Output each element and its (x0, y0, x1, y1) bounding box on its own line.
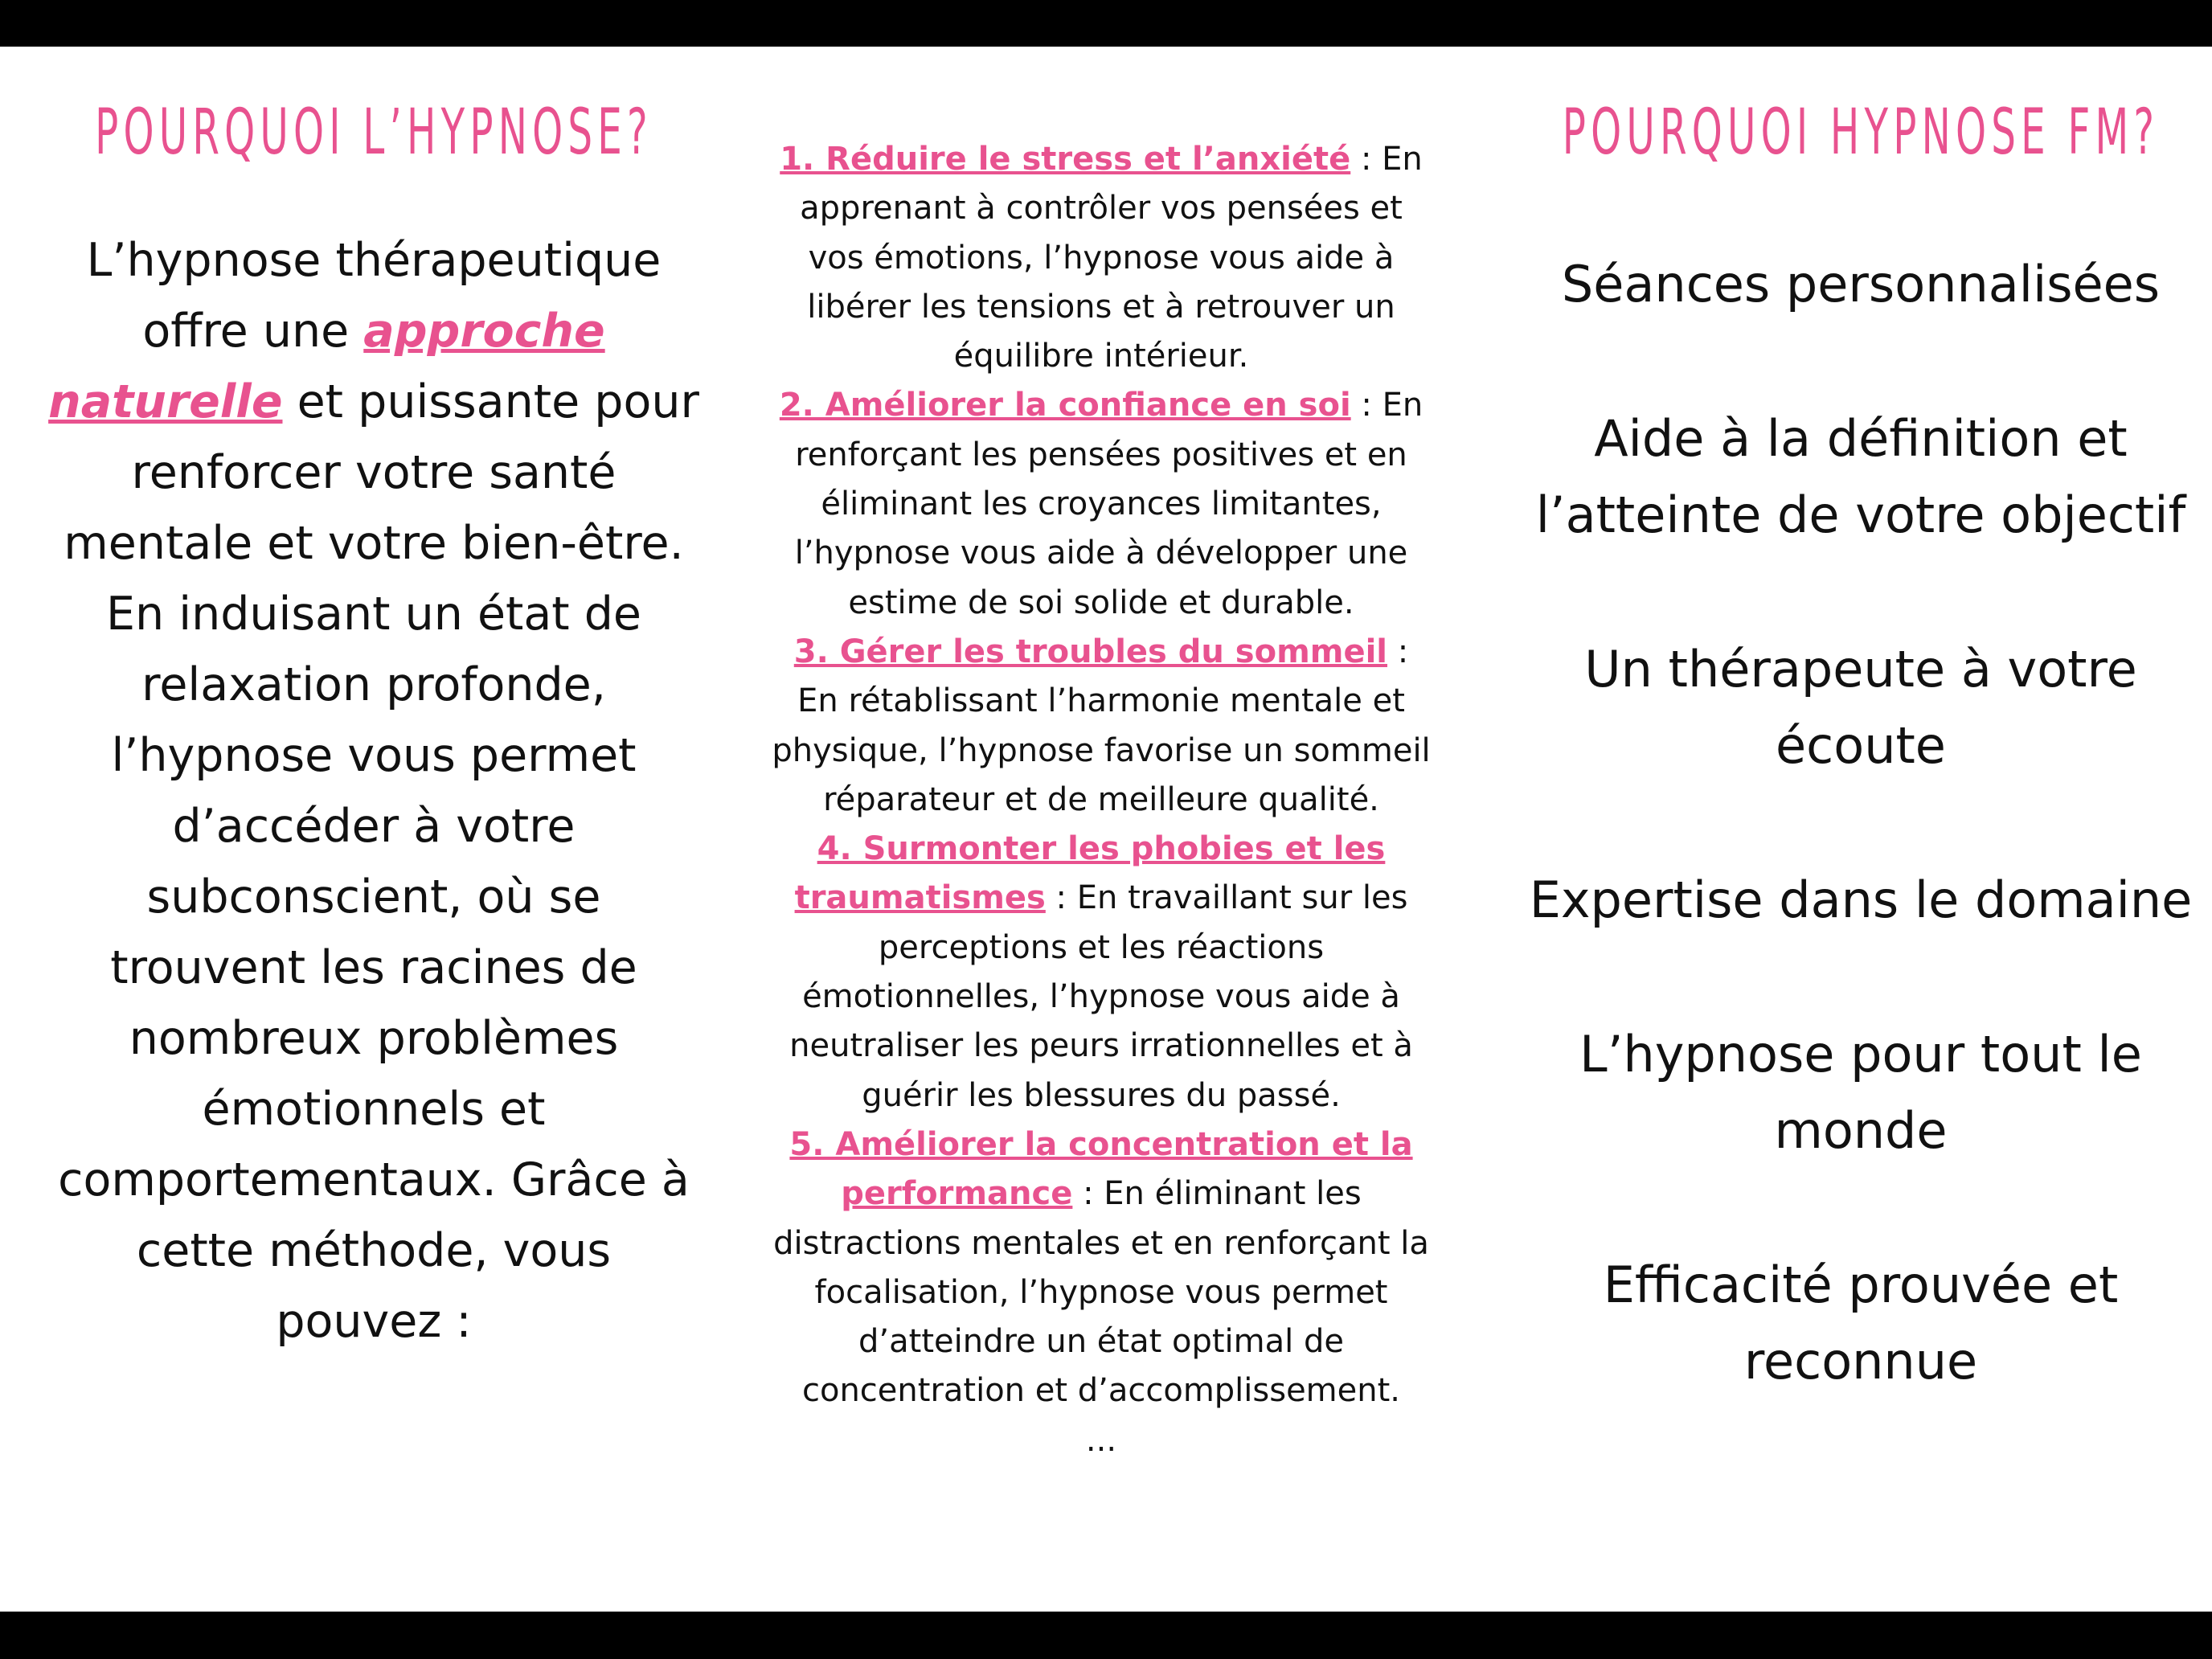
benefit-item-4 (772, 825, 1431, 1120)
reason-item-4: Expertise dans le domaine (1529, 870, 2193, 929)
benefit-title-5[interactable]: 5. Améliorer la concentration et la performance (789, 1125, 1413, 1213)
benefit-title-4[interactable]: 4. Surmonter les phobies et les traumatismes (794, 830, 1386, 917)
benefit-title-2[interactable]: 2. Améliorer la confiance en soi (779, 387, 1351, 424)
benefit-text-1: : En apprenant à contrôler vos pensées et vos émotions, l’hypnose vous aide à libérer les tensions et à retrouver un équilibre intérieur. (800, 141, 1423, 375)
benefit-text-2: : En renforçant les pensées positives et en éliminant les croyances limitantes, l’hypnose vous aide à développer une estime de soi solide et durable. (794, 387, 1423, 621)
benefit-text-5: : En éliminant les distractions mentales et en renforçant la focalisation, l’hypnose vous permet d’atteindre un état optimal de concentration et d’accomplissement. (773, 1175, 1429, 1410)
benefit-title-3[interactable]: 3. Gérer les troubles du sommeil (793, 633, 1388, 670)
benefit-item-2 (772, 381, 1431, 627)
approche-naturelle-link[interactable]: approche naturelle (48, 305, 605, 428)
reason-item-5: L’hypnose pour tout le monde (1579, 1025, 2142, 1160)
benefits-list (772, 135, 1431, 1465)
benefit-item-3 (772, 628, 1431, 825)
reason-item-2: Aide à la définition et l’atteinte de votre objectif (1535, 409, 2186, 544)
reason-item-3: Un thérapeute à votre écoute (1584, 640, 2137, 775)
left-heading: POURQUOI L’HYPNOSE? (95, 96, 653, 169)
benefit-text-3: : En rétablissant l’harmonie mentale et physique, l’hypnose favorise un sommeil réparateur et de meilleure qualité. (772, 633, 1431, 818)
reason-item-6: Efficacité prouvée et reconnue (1603, 1256, 2119, 1391)
left-text-after: et puissante pour renforcer votre santé mentale et votre bien-être. En induisant un état de relaxation profonde, l’hypnose vous permet d’accéder à votre subconscient, où se trouvent les racines de nombreux problèmes émotionnels et comportementaux. Grâce à cette méthode, vous pouvez : (58, 375, 699, 1348)
reason-item-1: Séances personnalisées (1561, 255, 2161, 313)
benefit-title-1[interactable]: 1. Réduire le stress et l’anxiété (780, 141, 1351, 178)
left-text-before: L’hypnose thérapeutique offre une (86, 234, 662, 358)
brochure-page (0, 47, 2212, 1612)
benefit-item-5 (772, 1120, 1431, 1416)
benefit-item-1 (772, 135, 1431, 381)
right-heading: POURQUOI HYPNOSE FM? (1562, 96, 2160, 169)
ellipsis: ... (1085, 1421, 1117, 1459)
left-paragraph (48, 225, 699, 1357)
benefit-text-4: : En travaillant sur les perceptions et les réactions émotionnelles, l’hypnose vous aide à neutraliser les peurs irrationnelles et à guérir les blessures du passé. (789, 879, 1413, 1114)
reasons-list (1511, 207, 2210, 1477)
